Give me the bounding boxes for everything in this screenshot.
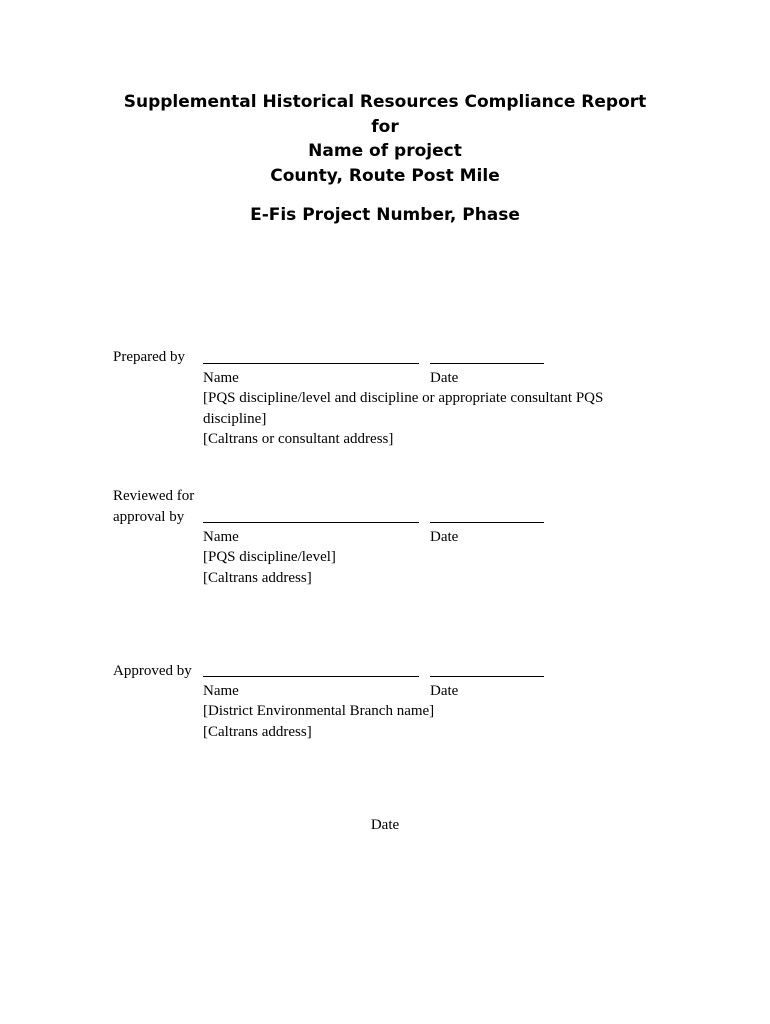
approved-detail-address: [Caltrans address] xyxy=(203,723,312,740)
title-line-2: for xyxy=(371,116,399,137)
approved-name-signature-line xyxy=(203,676,419,677)
approved-details xyxy=(203,701,623,742)
project-number: E-Fis Project Number, Phase xyxy=(250,205,520,225)
prepared-by-label: Prepared by xyxy=(113,349,186,365)
prepared-date-signature-line xyxy=(430,363,544,364)
reviewed-by-label-line-2: approval by xyxy=(113,508,185,525)
reviewed-by-label-line-1: Reviewed for xyxy=(113,488,195,504)
reviewed-name-signature-line xyxy=(203,522,419,523)
prepared-detail-pqs: [PQS discipline/level and discipline or appropriate consultant PQS xyxy=(203,390,604,406)
prepared-details xyxy=(203,388,623,450)
approved-name-label: Name xyxy=(203,683,239,699)
approved-date-signature-line xyxy=(430,676,544,677)
title-line-4: County, Route Post Mile xyxy=(270,165,500,186)
prepared-name-label: Name xyxy=(203,370,239,386)
approved-date-label: Date xyxy=(430,683,459,699)
approved-by-label: Approved by xyxy=(113,663,192,679)
reviewed-detail-address: [Caltrans address] xyxy=(203,569,312,586)
prepared-detail-address: [Caltrans or consultant address] xyxy=(203,431,394,447)
report-title xyxy=(0,90,770,188)
reviewed-by-label xyxy=(113,486,194,527)
prepared-detail-discipline: discipline] xyxy=(203,410,267,427)
title-line-1: Supplemental Historical Resources Compliance Report xyxy=(123,92,647,112)
reviewed-detail-pqs: [PQS discipline/level] xyxy=(203,549,336,565)
prepared-date-label: Date xyxy=(430,370,459,386)
approved-detail-branch: [District Environmental Branch name] xyxy=(203,703,435,719)
footer-date: Date xyxy=(370,817,400,833)
prepared-name-signature-line xyxy=(203,363,419,364)
reviewed-details xyxy=(203,547,623,588)
reviewed-date-label: Date xyxy=(430,529,459,545)
title-line-3: Name of project xyxy=(308,141,462,161)
reviewed-name-label: Name xyxy=(203,529,239,545)
reviewed-date-signature-line xyxy=(430,522,544,523)
